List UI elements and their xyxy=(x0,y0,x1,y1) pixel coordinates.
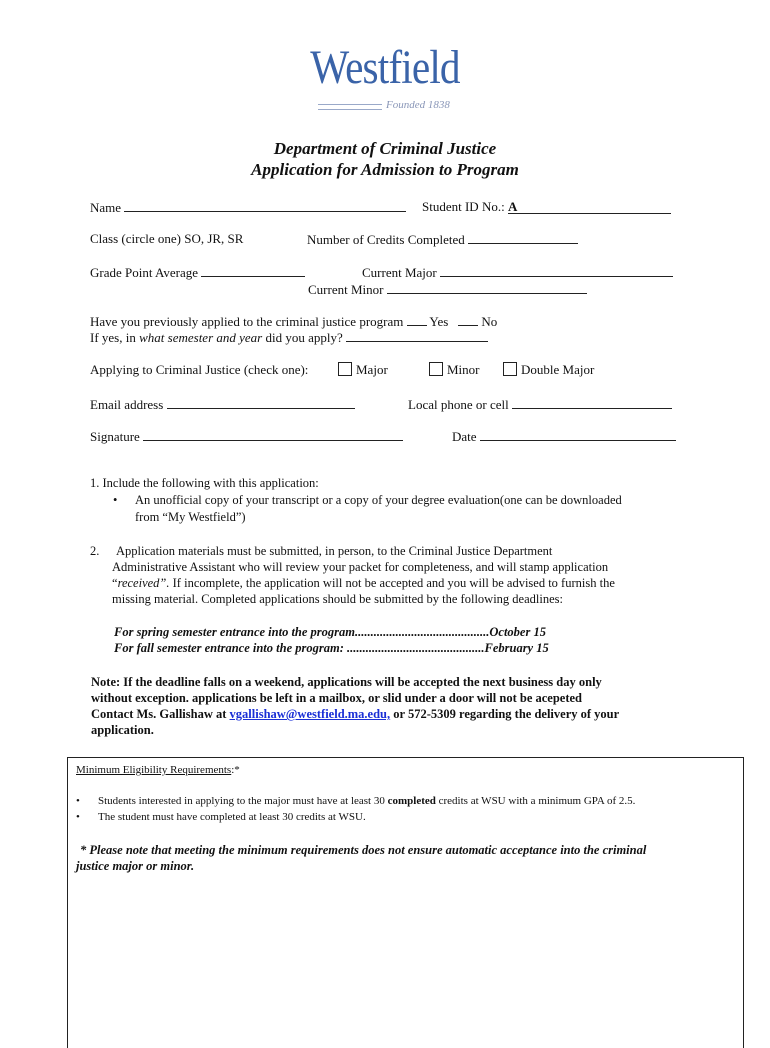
option-minor[interactable] xyxy=(429,362,480,378)
deadline-spring: For spring semester entrance into the program...........................................October 15 xyxy=(114,625,546,639)
req-bullet-dot-1: • xyxy=(76,795,80,807)
prev-applied-row xyxy=(90,313,497,330)
req-bullet-dot-2: • xyxy=(76,811,80,823)
note-contact-prefix: Contact Ms. Gallishaw at xyxy=(91,707,227,721)
gpa-field[interactable] xyxy=(201,264,305,277)
major-row xyxy=(362,264,673,281)
prev-applied-label: Have you previously applied to the criminal justice program xyxy=(90,314,404,329)
instruction-1-title: 1. Include the following with this application: xyxy=(90,476,319,490)
email-row xyxy=(90,396,355,413)
name-row xyxy=(90,199,406,216)
instruction-2-line2: Administrative Assistant who will review your packet for completeness, and will stamp application xyxy=(112,560,609,574)
requirements-heading-row xyxy=(76,764,240,776)
phone-label: Local phone or cell xyxy=(408,397,509,412)
date-field[interactable] xyxy=(480,428,676,441)
instruction-2-line4: missing material. Completed applications should be submitted by the following deadlines: xyxy=(112,592,563,606)
minor-row xyxy=(308,281,587,298)
credits-label: Number of Credits Completed xyxy=(307,232,465,247)
instruction-2-line3-rest: If incomplete, the application will not be accepted and you will be advised to furnish the xyxy=(169,576,615,590)
class-label: Class (circle one) SO, JR, SR xyxy=(90,231,244,246)
major-option-label: Major xyxy=(356,362,388,377)
instruction-2-line1: Application materials must be submitted, in person, to the Criminal Justice Department xyxy=(116,544,553,558)
requirement-1-prefix: Students interested in applying to the major must have at least 30 xyxy=(98,795,385,807)
note-line4: application. xyxy=(91,723,154,737)
received-italic: received”. xyxy=(117,576,170,590)
semester-year-field[interactable] xyxy=(346,329,488,342)
credits-row xyxy=(307,231,578,248)
signature-label: Signature xyxy=(90,429,140,444)
if-yes-row xyxy=(90,329,488,346)
yes-label: Yes xyxy=(429,314,449,329)
yes-blank[interactable] xyxy=(407,313,427,326)
minor-label: Current Minor xyxy=(308,282,384,297)
student-id-field[interactable] xyxy=(508,199,671,214)
if-yes-italic: what semester and year xyxy=(139,330,263,345)
applying-label: Applying to Criminal Justice (check one): xyxy=(90,362,309,377)
department-title: Department of Criminal Justice xyxy=(273,139,497,158)
requirements-heading-suffix: :* xyxy=(231,764,240,776)
option-major[interactable] xyxy=(338,362,388,378)
minor-field[interactable] xyxy=(387,281,587,294)
phone-row xyxy=(408,396,672,413)
email-field[interactable] xyxy=(167,396,355,409)
signature-field[interactable] xyxy=(143,428,403,441)
name-label: Name xyxy=(90,200,122,215)
note-contact-suffix: or 572-5309 regarding the delivery of your xyxy=(390,707,620,721)
major-checkbox[interactable] xyxy=(338,362,352,376)
disclaimer-line1: * Please note that meeting the minimum requirements does not ensure automatic acceptance into the criminal xyxy=(80,843,647,857)
application-title: Application for Admission to Program xyxy=(251,160,519,179)
if-yes-suffix: did you apply? xyxy=(265,330,343,345)
student-id-label: Student ID No.: xyxy=(422,199,505,214)
instruction-2-number: 2. xyxy=(90,544,100,558)
email-label: Email address xyxy=(90,397,164,412)
gpa-label: Grade Point Average xyxy=(90,265,199,280)
instruction-1-bullet-line1: An unofficial copy of your transcript or a copy of your degree evaluation(one can be downloaded xyxy=(135,493,622,507)
requirement-2: The student must have completed at least 30 credits at WSU. xyxy=(98,811,366,823)
double-major-checkbox[interactable] xyxy=(503,362,517,376)
date-row xyxy=(452,428,676,445)
minor-option-label: Minor xyxy=(447,362,480,377)
phone-field[interactable] xyxy=(512,396,672,409)
logo-founded: Founded 1838 xyxy=(386,99,450,111)
no-label: No xyxy=(481,314,498,329)
note-line1: Note: If the deadline falls on a weekend, applications will be accepted the next business day only xyxy=(91,675,602,689)
gpa-row xyxy=(90,264,305,281)
note-line3 xyxy=(91,707,619,722)
requirement-1 xyxy=(98,795,635,807)
requirements-heading: Minimum Eligibility Requirements xyxy=(76,764,232,776)
requirement-1-suffix: credits at WSU with a minimum GPA of 2.5. xyxy=(438,795,636,807)
westfield-logo xyxy=(0,30,770,120)
note-line2: without exception. applications be left in a mailbox, or slid under a door will not be acepeted xyxy=(91,691,582,705)
option-double-major[interactable] xyxy=(503,362,594,378)
date-label: Date xyxy=(452,429,477,444)
logo-rule xyxy=(318,104,382,110)
student-id-row xyxy=(422,199,671,215)
student-id-prefix: A xyxy=(507,199,518,214)
signature-row xyxy=(90,428,403,445)
no-blank[interactable] xyxy=(458,313,478,326)
received-quote-open: “ xyxy=(112,576,118,590)
instruction-2-line3 xyxy=(112,576,615,591)
name-field[interactable] xyxy=(124,199,406,212)
bullet-dot: • xyxy=(113,493,118,507)
major-field[interactable] xyxy=(440,264,673,277)
requirements-box xyxy=(67,757,744,1048)
if-yes-prefix: If yes, in xyxy=(90,330,136,345)
requirement-1-bold: completed xyxy=(387,795,436,807)
credits-field[interactable] xyxy=(468,231,578,244)
major-label: Current Major xyxy=(362,265,437,280)
logo-wordmark: Westfield xyxy=(310,41,460,94)
double-major-option-label: Double Major xyxy=(521,362,595,377)
contact-email-link[interactable]: vgallishaw@westfield.ma.edu, xyxy=(229,707,391,721)
minor-checkbox[interactable] xyxy=(429,362,443,376)
disclaimer-line2: justice major or minor. xyxy=(76,859,195,873)
deadline-fall: For fall semester entrance into the program: ............................................February 15 xyxy=(114,641,549,655)
instruction-1-bullet-line2: from “My Westfield”) xyxy=(135,510,246,524)
